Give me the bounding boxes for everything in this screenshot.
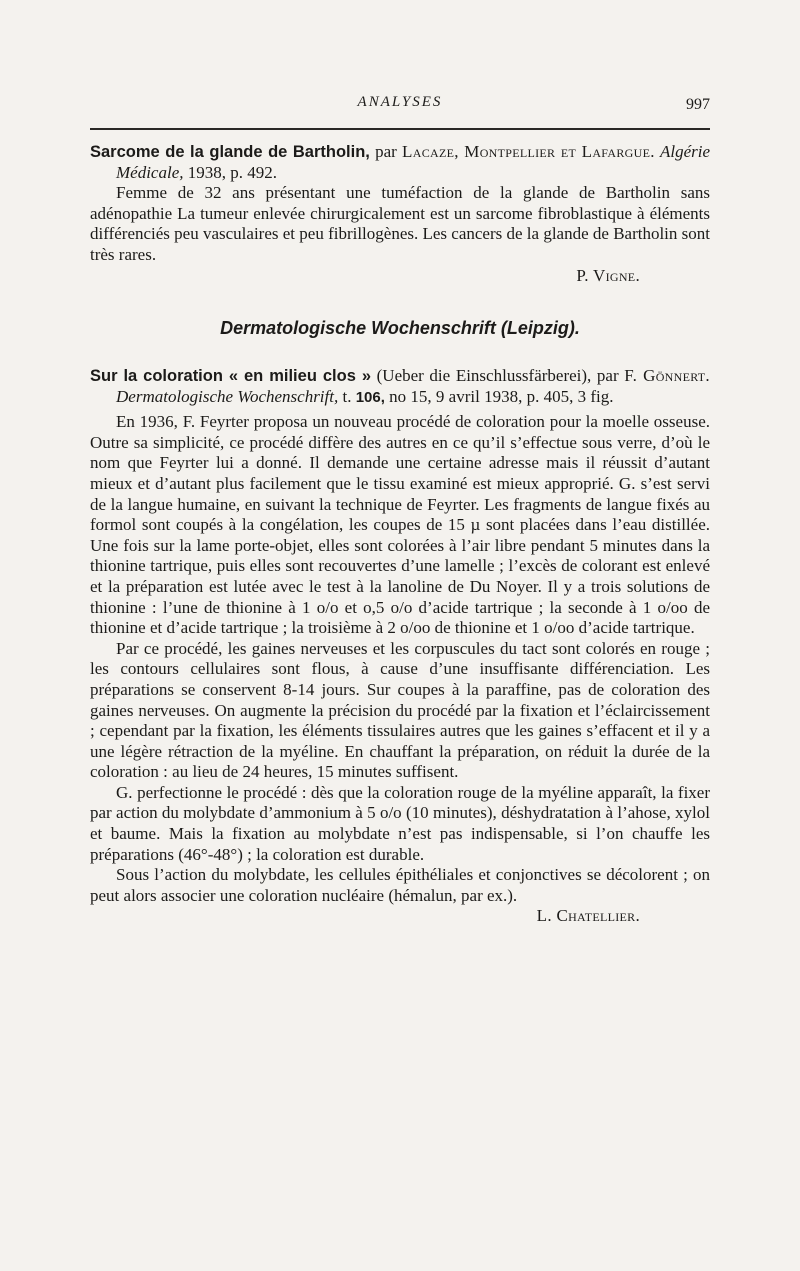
body-paragraph-last (90, 865, 710, 926)
source-journal: Dermatologische Wochenschrift, (116, 386, 339, 406)
running-head: ANALYSES (357, 94, 443, 110)
page-header (90, 92, 710, 116)
journal-heading: Dermatologische Wochenschrift (Leipzig). (220, 318, 580, 338)
article-citation (90, 142, 710, 183)
article-bartholin (90, 142, 710, 286)
article-citation (90, 366, 710, 408)
article-title: Sarcome de la glande de Bartholin, (90, 143, 370, 161)
source-volume-prefix: t. (342, 386, 352, 406)
article-title-rest: (Ueber die Einschlussfärberei), par (376, 366, 619, 385)
body-paragraph: En 1936, F. Feyrter proposa un nouveau procédé de coloration pour la moelle osseuse. Outre sa simplicité, ce procédé diffère des autres en ce qu’il s’effectue sous verre, d’où le nom que Feyrter lui a donné. Il demande une certaine adresse mais il réussit d’autant mieux et d’autant plus facilement que le tissu examiné est mieux approprié. G. s’est servi de la langue humaine, en suivant la technique de Feyrter. Les fragments de langue fixés au formol sont coupés à la congélation, les coupes de 15 µ sont placées dans l’eau distillée. Une fois sur la lame porte-objet, elles sont colorées à l’air libre pendant 5 minutes dans la thionine tartrique, puis elles sont recouvertes d’une lamelle ; l’excès de colorant est enlevé et la préparation est lutée avec le test à la lanoline de Du Noyer. Il y a trois solutions de thionine : l’une de thionine à 1 o/o et o,5 o/o d’acide tartrique ; la seconde à 1 o/oo de thionine et d’acide tartrique ; la troisième à 2 o/oo de thionine et 1 o/oo d’acide tartrique. (90, 412, 710, 638)
article-authors: Lacaze, Montpellier et Lafargue. (402, 142, 655, 161)
article-body: Femme de 32 ans présentant une tuméfaction de la glande de Bartholin sans adénopathie La tumeur enlevée chirurgicalement est un sarcome fibroblastique à éléments différenciés peu vasculaires et peu fibrillogènes. Les cancers de la glande de Bartholin sont très rares. (90, 183, 710, 264)
authors-prefix: par (375, 142, 397, 161)
source-journal: Algérie Médicale, (116, 142, 711, 182)
article-signature: L. Chatellier. (536, 906, 640, 926)
source-details: 1938, p. 492. (187, 162, 277, 182)
header-rule (90, 128, 710, 130)
article-coloration (90, 366, 710, 927)
source-details: no 15, 9 avril 1938, p. 405, 3 fig. (389, 386, 614, 406)
article-author: F. Gönnert. (624, 366, 710, 385)
body-paragraph: Par ce procédé, les gaines nerveuses et les corpuscules du tact sont colorés en rouge ; les contours cellulaires sont flous, à cause d’une insuffisante différenciation. Les préparations se conservent 8-14 jours. Sur coupes à la paraffine, pas de coloration des gaines nerveuses. On augmente la précision du procédé par la fixation et l’éclaircissement ; cependant par la fixation, les éléments tissulaires autres que les gaines s’effacent et il y a une légère rétraction de la myéline. En chauffant la préparation, on réduit la durée de la coloration : au lieu de 24 heures, 15 minutes suffisent. (90, 638, 710, 782)
source-volume: 106, (355, 388, 385, 406)
page-number: 997 (686, 96, 710, 113)
article-signature: P. Vigne. (576, 265, 640, 285)
article-title: Sur la coloration « en milieu clos » (90, 367, 371, 385)
last-paragraph-text: Sous l’action du molybdate, les cellules épithéliales et conjonctives se décolorent ; on peut alors associer une coloration nucléaire (hémalun, par ex.). (90, 865, 710, 905)
body-paragraph: G. perfectionne le procédé : dès que la coloration rouge de la myéline apparaît, la fixer par action du molybdate d’ammonium à 5 o/o (10 minutes), déshydratation à l’ahose, xylol et baume. Mais la fixation au molybdate n’est pas indispensable, si l’on chauffe les préparations (46°-48°) ; la coloration est durable. (90, 782, 710, 864)
